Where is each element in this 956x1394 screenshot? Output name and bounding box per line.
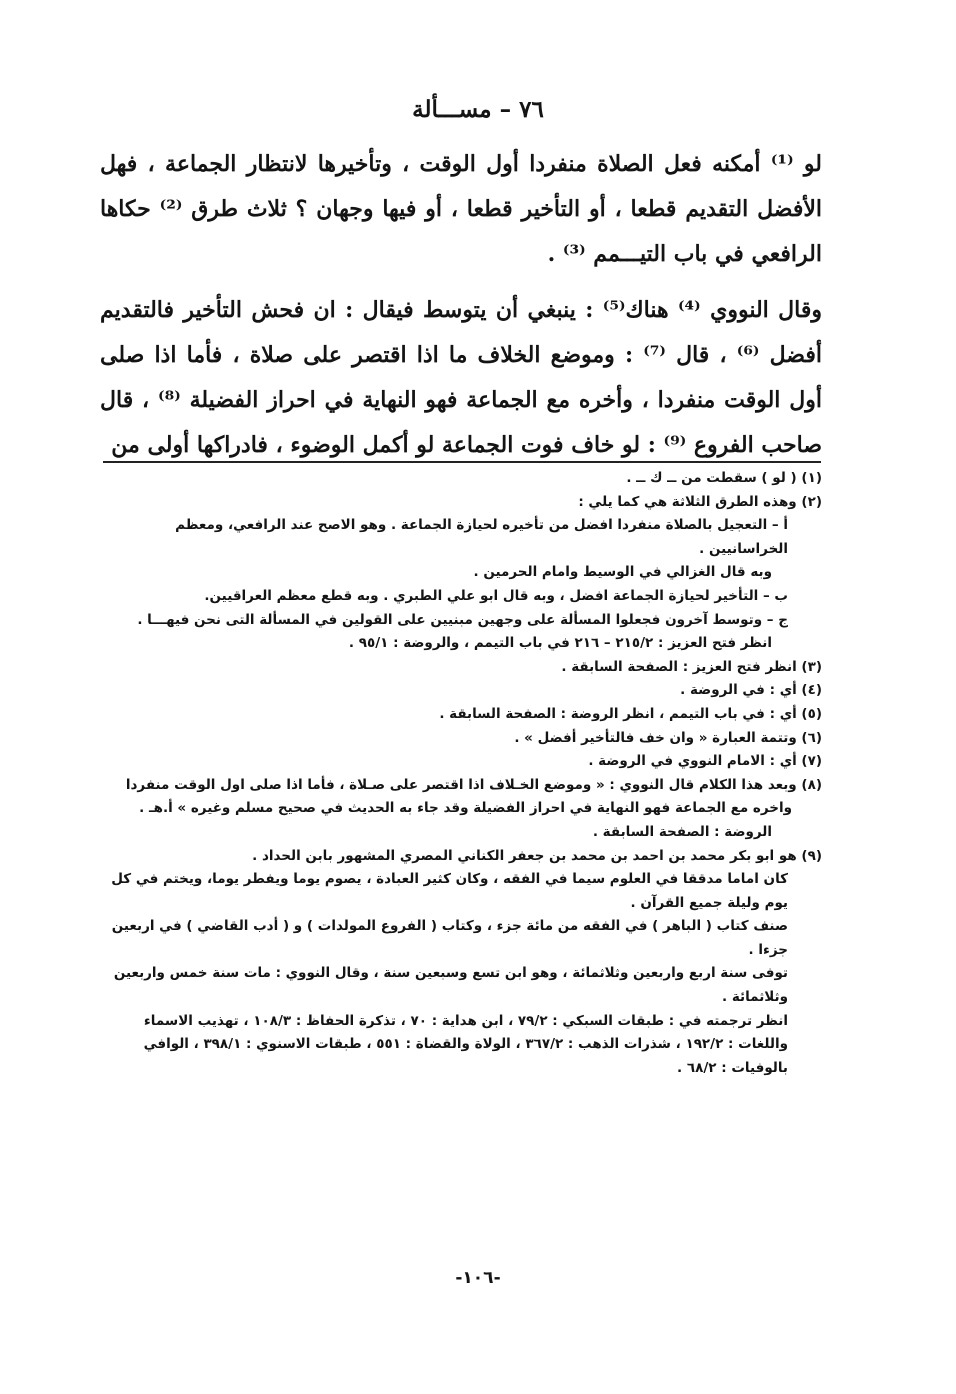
footnote-7: (٧) أي : الامام النووي في الروضة . — [588, 753, 822, 770]
footnote-2-item-c: ج – وتوسط آخرون فجعلوا المسألة على وجهين مبنيين على القولين في المسألة التى نحن فيهـــا . — [137, 611, 788, 628]
footnotes — [110, 467, 822, 1080]
footnote-9-works: صنف كتاب ( الباهر ) في الفقه من مائة جزء ، وكتاب ( الفروع المولدات ) و ( أدب القاضي ) في اربعين جزءا . — [111, 918, 788, 958]
footnote-2-item-a: أ – التعجيل بالصلاة منفردا افضل من تأخيره لحيازة الجماعة . وهو الاصح عند الرافعي، ومعظم الخراسانيين . — [175, 517, 788, 557]
footnote-3: (٣) انظر فتح العزيز : الصفحة السابقة . — [561, 658, 822, 675]
footnote-2: (٢) وهذه الطرق الثلاثة هي كما يلي : — [578, 493, 822, 510]
body-paragraph-2: وقال النووي ⁽⁴⁾ هناك⁽⁵⁾ : ينبغي أن يتوسط فيقال : ان فحش التأخير فالتقديم أفضل ⁽⁶⁾ ، قال ⁽⁷⁾ : وموضع الخلاف ما اذا اقتصر على صلاة ، فأما اذا صلى أول الوقت منفردا ، وأخره مع الجماعة فهو النهاية في احراز الفضيلة ⁽⁸⁾ ، قال صاحب الفروع ⁽⁹⁾ : لو خاف فوت الجماعة لو أكمل الوضوء ، فادراكها أولى من — [100, 297, 822, 458]
footnote-4: (٤) أي : في الروضة . — [680, 682, 822, 699]
footnote-2-item-a-note: وبه قال الغزالي في الوسيط وامام الحرمين . — [473, 564, 772, 581]
footnote-9-sources: انظر ترجمته في : طبقات السبكي : ٧٩/٢ ، ابن هداية : ٧٠ ، تذكرة الحفاظ : ١٠٨/٣ ، تهذيب الاسماء واللغات : ١٩٢/٢ ، شذرات الذهب : ٣٦٧/٢ ، الولاة والقضاة : ٥٥١ ، طبقات الاسنوي : ٣٩٨/١ ، الوافي بالوفيات : ٦٨/٢ . — [143, 1012, 788, 1076]
footnote-8-reference: الروضة : الصفحة السابقة . — [592, 823, 772, 840]
footnote-9-death: توفى سنة اربع واربعين وثلاثمائة ، وهو ابن تسع وسبعين سنة ، وقال النووي : مات سنة خمس واربعين وثلاثمائة . — [113, 965, 788, 1006]
footnote-divider — [103, 461, 821, 463]
footnote-2-item-b: ب – التأخير لحيازة الجماعة افضل ، وبه قال ابو علي الطبري . وبه قطع معظم العراقيين. — [204, 587, 788, 604]
section-title: ٧٦ – مســـألة — [412, 96, 544, 123]
footnote-1: (١) ( لو ) سقطت من ــ ك ــ . — [626, 470, 822, 486]
page-number: -١٠٦- — [455, 1268, 501, 1288]
body-paragraph-1: لو ⁽¹⁾ أمكنه فعل الصلاة منفردا أول الوقت ، وتأخيرها لانتظار الجماعة ، فهل الأفضل التقديم قطعا ، أو التأخير قطعا ، أو فيها وجهان ؟ ثلاث طرق ⁽²⁾ حكاها الرافعي في باب التيـــمم ⁽³⁾ . — [100, 151, 822, 267]
footnote-5: (٥) أي : في باب التيمم ، انظر الروضة : الصفحة السابقة . — [439, 705, 822, 722]
footnote-9: (٩) هو ابو بكر محمد بن احمد بن محمد بن جعفر الكناني المصري المشهور بابن الحداد . — [252, 847, 822, 864]
footnote-2-reference: انظر فتح العزيز : ٢١٥/٢ – ٢١٦ في باب التيمم ، والروضة : ٩٥/١ . — [348, 635, 772, 652]
footnote-6: (٦) وتتمة العبارة « وان خف فالتأخير أفضل » . — [514, 729, 822, 746]
footnote-9-bio: كان اماما مدققا في العلوم سيما في الفقه ، وكان كثير العبادة ، يصوم يوما ويفطر يوما، ويختم في كل يوم وليلة جميع القرآن . — [111, 871, 788, 911]
footnote-8: (٨) وبعد هذا الكلام قال النووي : « وموضع الخـلاف اذا اقتصر على صـلاة ، فأما اذا صلى اول الوقت منفردا واخره مع الجماعة فهو النهاية في احراز الفضيلة وقد جاء به الحديث في صحيح مسلم وغيره » أ.هـ . — [125, 776, 822, 817]
